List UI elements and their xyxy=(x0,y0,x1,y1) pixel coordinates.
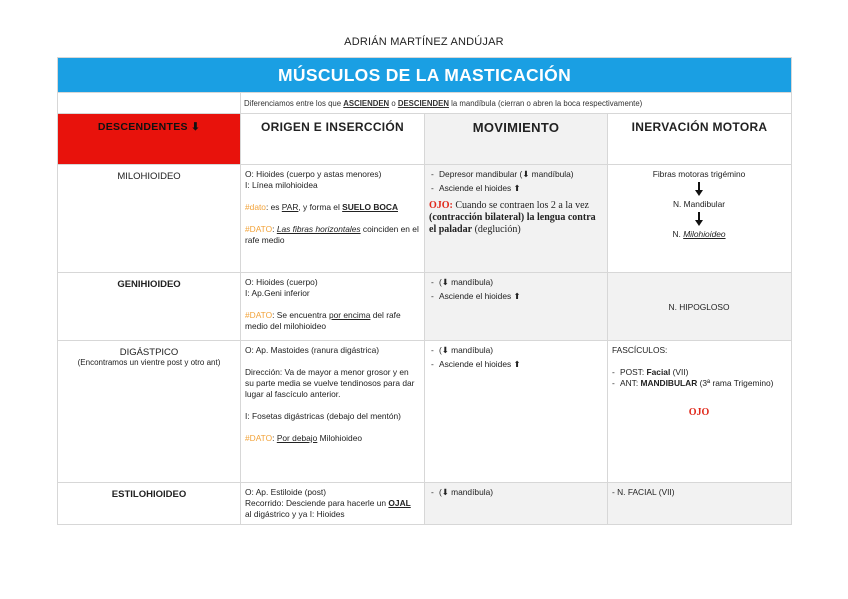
dato-label-2: #DATO xyxy=(245,224,273,234)
dato-par: PAR xyxy=(281,202,299,212)
origin-o: O: Hioides (cuerpo y astas menores) xyxy=(245,169,382,179)
recorrido-rest: al digástrico y ya I: Hioides xyxy=(245,509,345,519)
innervation-prefix: N. xyxy=(672,229,684,239)
ojo-note xyxy=(429,200,602,236)
dato-colon: : xyxy=(272,433,277,443)
dato-label: #DATO xyxy=(245,433,273,443)
innervation-milohioideo xyxy=(608,165,792,273)
movement-digastrico xyxy=(425,341,608,483)
muscle-name-milohioideo: MILOHIOIDEO xyxy=(58,165,241,273)
movement-item: - Depresor mandibular (⬇ mandíbula) xyxy=(429,169,602,180)
innervation-step xyxy=(612,229,786,240)
muscle-name-digastrico xyxy=(58,341,241,483)
intro-empty-cell xyxy=(58,93,241,114)
dato-note xyxy=(245,433,419,444)
document-author: ADRIÁN MARTÍNEZ ANDÚJAR xyxy=(344,36,504,48)
intro-post: la mandíbula (cierran o abren la boca respectivamente) xyxy=(448,98,643,108)
fasciculo-prefix: ANT: xyxy=(620,378,641,388)
origin-o: O: Ap. Mastoides (ranura digástrica) xyxy=(245,345,380,355)
innervation-step: N. Mandibular xyxy=(672,199,726,209)
innervation-digastrico xyxy=(608,341,792,483)
innervation-step: Fibras motoras trigémino xyxy=(652,169,746,179)
dato-note xyxy=(245,310,419,332)
intro-pre: Diferenciamos entre los que xyxy=(244,98,344,108)
intro-mid: o xyxy=(389,98,398,108)
dato-text-2: del rafe medio del milohioideo xyxy=(245,310,401,331)
dato-text-2: , y forma el xyxy=(298,202,343,212)
movement-estilohioideo xyxy=(425,483,608,525)
header-origen: ORIGEN E INSERCCIÓN xyxy=(241,114,425,165)
dato-rest: Milohioideo xyxy=(317,433,363,443)
muscle-name-genihioideo xyxy=(58,273,241,341)
recorrido-pre: Recorrido: Desciende para hacerle un xyxy=(245,498,389,508)
origin-i: I: Fosetas digástricas (debajo del mentón) xyxy=(245,411,401,421)
ojo-note: OJO xyxy=(688,407,710,418)
intro-descienden: DESCIENDEN xyxy=(397,98,449,108)
fasciculo-ant xyxy=(610,378,786,389)
header-descendentes: DESCENDENTES ⬇ xyxy=(58,114,241,165)
movement-item: - Asciende el hioides ⬆ xyxy=(429,291,602,302)
movement-item: - (⬇ mandíbula) xyxy=(429,345,602,356)
movement-genihioideo xyxy=(425,273,608,341)
header-inervacion: INERVACIÓN MOTORA xyxy=(608,114,792,165)
dato-suelo-boca: SUELO BOCA xyxy=(342,202,398,212)
table-row xyxy=(58,341,792,483)
dato-note-2 xyxy=(245,224,419,246)
dato-label: #dato xyxy=(245,202,266,212)
table-title: MÚSCULOS DE LA MASTICACIÓN xyxy=(58,58,792,93)
intro-text xyxy=(241,93,792,114)
ojo-text: Cuando se contraen los 2 a la vez xyxy=(452,200,589,211)
movement-item: - Asciende el hioides ⬆ xyxy=(429,359,602,370)
fasciculo-prefix: POST: xyxy=(620,367,647,377)
origin-i: I: Línea milohioidea xyxy=(245,180,318,190)
movement-item: - (⬇ mandíbula) xyxy=(429,487,602,498)
ojo-text-2: (deglución) xyxy=(472,224,521,235)
dato-text: : Se encuentra xyxy=(272,310,329,320)
dato-colon: : xyxy=(272,224,277,234)
movement-item: - (⬇ mandíbula) xyxy=(429,277,602,288)
table-row xyxy=(58,165,792,273)
dato-label: #DATO xyxy=(245,310,273,320)
muscle-name-text: DIGÁSTPICO xyxy=(119,347,179,358)
muscle-name-text: ESTILOHIOIDEO xyxy=(111,489,187,500)
fasciculo-rest: (VII) xyxy=(670,367,689,377)
fasciculos-label: FASCÍCULOS: xyxy=(612,345,668,355)
origin-milohioideo xyxy=(241,165,425,273)
muscle-name-text: GENIHIOIDEO xyxy=(117,279,181,290)
movement-milohioideo xyxy=(425,165,608,273)
innervation-genihioideo: N. HIPOGLOSO xyxy=(608,273,792,341)
ojo-bold: (contracción bilateral) la lengua contra el paladar xyxy=(429,212,596,235)
dato-encima: por encima xyxy=(328,310,371,320)
dato-note xyxy=(245,202,419,213)
dato-debajo: Por debajo xyxy=(276,433,318,443)
fasciculo-nerve: MANDIBULAR xyxy=(640,378,698,388)
origin-o: O: Ap. Estiloide (post) xyxy=(245,487,326,497)
fasciculo-rest: (3ª rama Trigemino) xyxy=(697,378,774,388)
origin-o: O: Hioides (cuerpo) xyxy=(245,277,318,287)
ojal: OJAL xyxy=(388,498,411,508)
muscles-table xyxy=(57,57,792,525)
origin-estilohioideo xyxy=(241,483,425,525)
fasciculo-post xyxy=(610,367,786,378)
intro-ascienden: ASCIENDEN xyxy=(343,98,390,108)
origin-digastrico xyxy=(241,341,425,483)
muscle-name-estilohioideo xyxy=(58,483,241,525)
fasciculo-nerve: Facial xyxy=(646,367,671,377)
origin-i: I: Ap.Geni inferior xyxy=(245,288,310,298)
header-movimiento: MOVIMIENTO xyxy=(425,114,608,165)
direction-text: Dirección: Va de mayor a menor grosor y en su parte media se vuelve tendinosos para dar lugar al fascículo anterior. xyxy=(245,367,415,399)
muscle-subtitle: (Encontramos un vientre post y otro ant) xyxy=(77,358,221,367)
movement-item: - Asciende el hioides ⬆ xyxy=(429,183,602,194)
origin-genihioideo xyxy=(241,273,425,341)
dato-rest: coinciden en el rafe medio xyxy=(245,224,419,245)
recorrido-text xyxy=(245,498,419,520)
innervation-milohioideo-nerve: Milohioideo xyxy=(683,229,726,239)
dato-text: : es xyxy=(265,202,282,212)
table-row xyxy=(58,273,792,341)
ojo-label: OJO: xyxy=(429,200,453,211)
innervation-estilohioideo: - N. FACIAL (VII) xyxy=(608,483,792,525)
table-row xyxy=(58,483,792,525)
dato-fibras: Las fibras horizontales xyxy=(276,224,361,234)
